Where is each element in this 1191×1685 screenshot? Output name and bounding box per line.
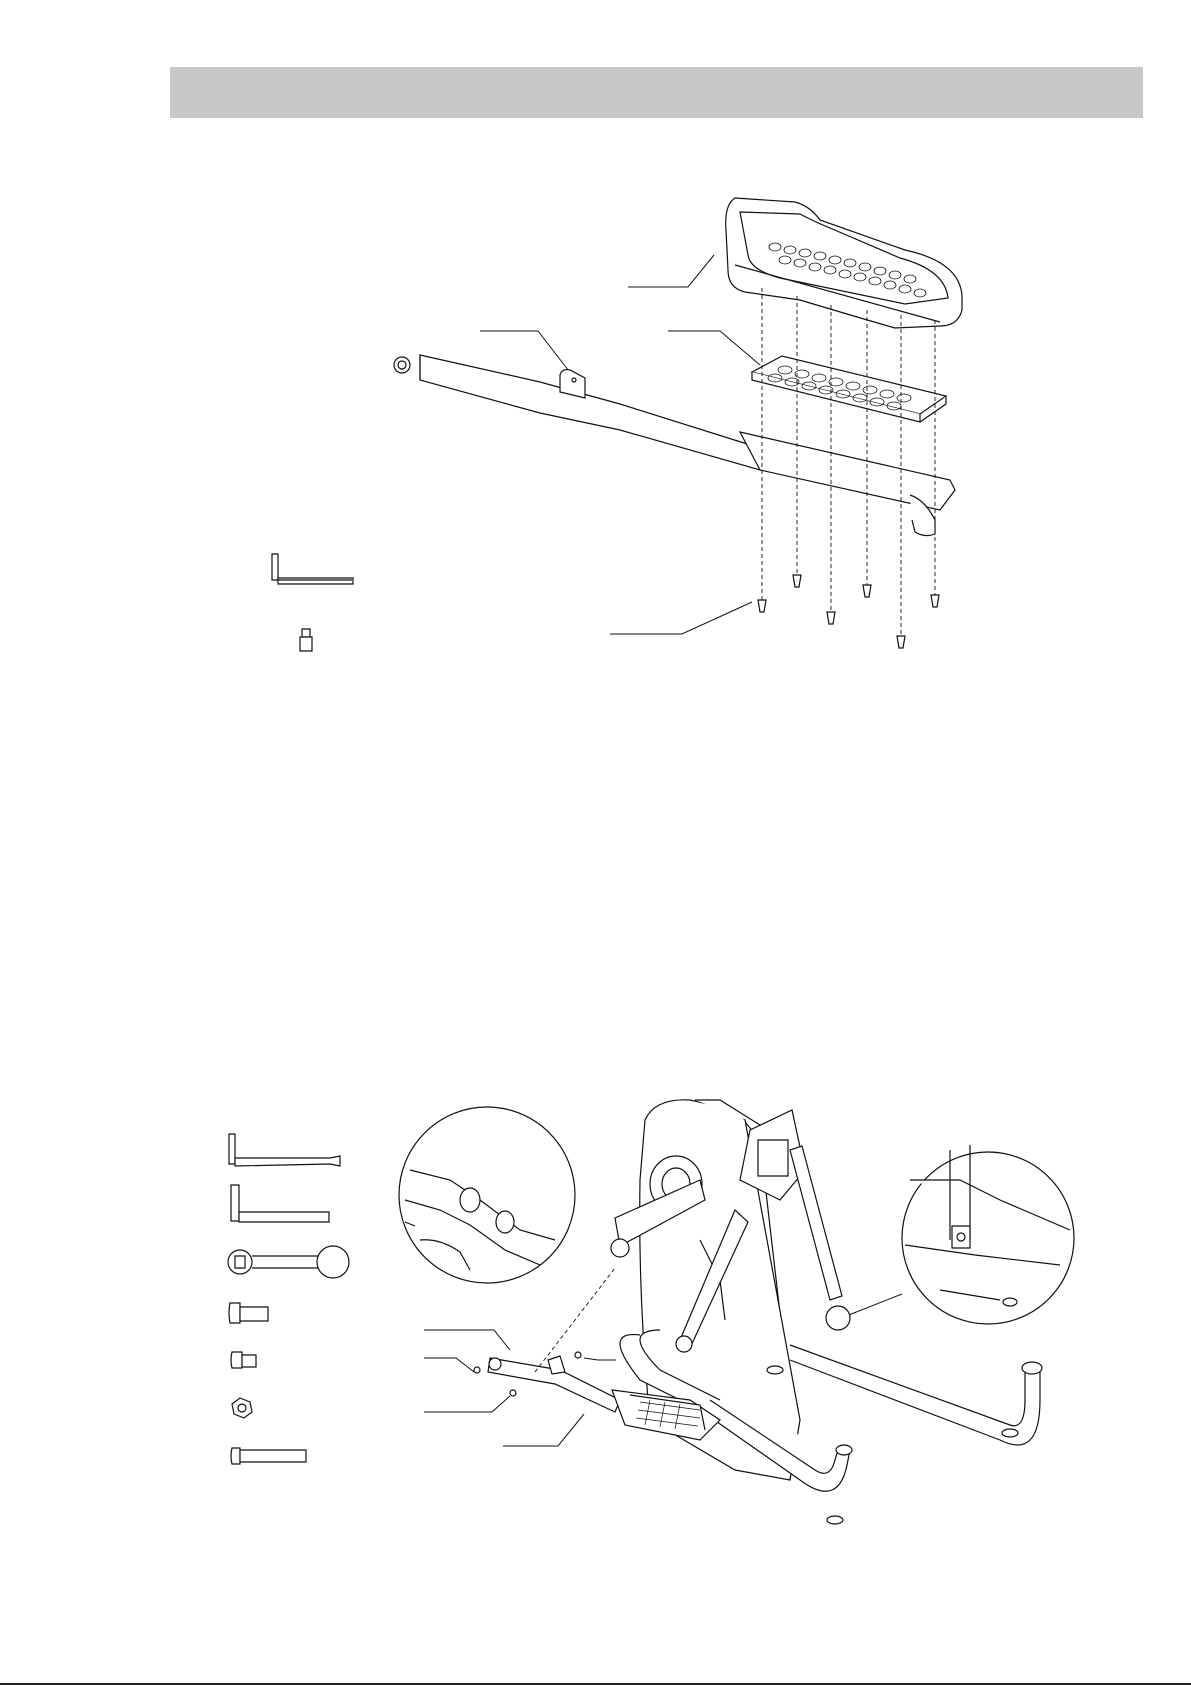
pedal-assembly-drawing [0,0,1191,700]
swing-arm-right [790,1146,850,1330]
bolt-icon [300,629,312,651]
tool-allen-key-long [229,1134,340,1166]
tool-bolt-a [229,1303,268,1323]
tool-nut [232,1398,252,1418]
pedal-screws [758,575,939,648]
frame-assembly-drawing [0,1080,1191,1640]
detail-circle-right [902,1145,1074,1324]
tool-allen-key-short [231,1185,329,1222]
detail-circle-left [399,1107,575,1283]
tool-bolt-long [231,1448,306,1464]
allen-key-icon [272,554,353,584]
tool-bolt-b [231,1352,256,1368]
tool-wrench [228,1246,349,1278]
